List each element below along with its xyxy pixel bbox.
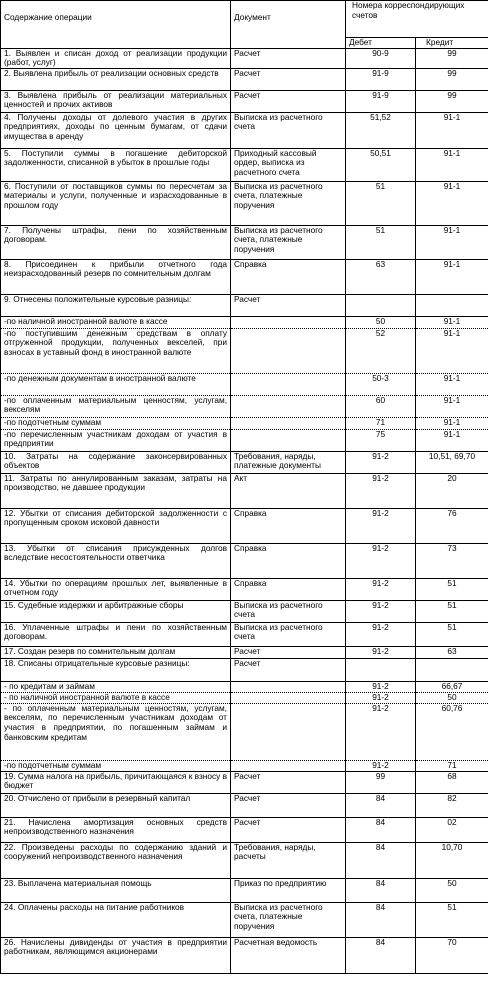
credit-cell: 20 [416, 473, 488, 508]
operation-cell: -по наличной иностранной валюте в кассе [1, 316, 231, 328]
credit-cell [416, 658, 488, 681]
debit-cell: 84 [346, 842, 416, 878]
operation-cell: 14. Убытки по операциям прошлых лет, выявленные в отчетном году [1, 578, 231, 600]
document-cell [231, 316, 346, 328]
debit-cell: 91-2 [346, 578, 416, 600]
header-operation: Содержание операции [1, 1, 231, 49]
document-cell [231, 681, 346, 692]
table-row [1, 878, 488, 902]
credit-cell: 51 [416, 622, 488, 646]
operation-cell: 4. Получены доходы от долевого участия в других предприятиях, доходы по ценным бумагам, от сдачи имущества в аренду [1, 112, 231, 148]
credit-cell: 91-1 [416, 181, 488, 225]
operation-cell: 23. Выплачена материальная помощь [1, 878, 231, 902]
document-cell: Расчет [231, 817, 346, 842]
operation-cell: 16. Уплаченные штрафы и пени по хозяйственным договорам. [1, 622, 231, 646]
document-cell [231, 395, 346, 417]
operation-cell: 19. Сумма налога на прибыль, причитающаяся к взносу в бюджет [1, 771, 231, 793]
debit-cell: 60 [346, 395, 416, 417]
debit-cell: 63 [346, 259, 416, 294]
document-cell: Расчет [231, 294, 346, 316]
operation-cell: 15. Судебные издержки и арбитражные сборы [1, 600, 231, 622]
debit-cell: 91-2 [346, 646, 416, 658]
operation-cell: 7. Получены штрафы, пени по хозяйственным договорам. [1, 225, 231, 259]
operation-cell: 20. Отчислено от прибыли в резервный капитал [1, 793, 231, 817]
credit-cell: 63 [416, 646, 488, 658]
operation-cell: -по перечисленным участникам доходам от участия в предприятии [1, 429, 231, 451]
document-cell: Расчет [231, 658, 346, 681]
operation-cell: 12. Убытки от списания дебиторской задолженности с пропущенным сроком исковой давности [1, 508, 231, 543]
credit-cell: 91-1 [416, 259, 488, 294]
table-row [1, 112, 488, 148]
operation-cell: -по поступившим денежным средствам в оплату отгруженной продукции, полученных векселей, при взносах в уставный фонд в иностранной валюте [1, 328, 231, 373]
credit-cell: 10,51, 69,70 [416, 451, 488, 473]
document-cell: Справка [231, 259, 346, 294]
debit-cell: 91-2 [346, 451, 416, 473]
operation-cell: 9. Отнесены положительные курсовые разницы: [1, 294, 231, 316]
debit-cell: 91-2 [346, 681, 416, 692]
credit-cell: 91-1 [416, 328, 488, 373]
operation-cell: 2. Выявлена прибыль от реализации основных средств [1, 68, 231, 90]
credit-cell: 60,76 [416, 703, 488, 760]
credit-cell: 50 [416, 878, 488, 902]
table-row [1, 646, 488, 658]
operation-cell: 22. Произведены расходы по содержанию зданий и сооружений непроизводственного назначения [1, 842, 231, 878]
debit-cell: 71 [346, 417, 416, 429]
debit-cell: 90-9 [346, 48, 416, 68]
credit-cell: 10,70 [416, 842, 488, 878]
document-cell [231, 429, 346, 451]
document-cell [231, 417, 346, 429]
debit-cell: 84 [346, 937, 416, 973]
credit-cell: 99 [416, 68, 488, 90]
table-row [1, 842, 488, 878]
debit-cell: 91-2 [346, 760, 416, 771]
credit-cell: 51 [416, 902, 488, 937]
document-cell: Расчет [231, 90, 346, 112]
table-row [1, 600, 488, 622]
table-row [1, 429, 488, 451]
debit-cell: 51 [346, 181, 416, 225]
document-cell: Справка [231, 543, 346, 578]
operation-cell: 24. Оплачены расходы на питание работников [1, 902, 231, 937]
credit-cell: 91-1 [416, 395, 488, 417]
debit-cell: 91-2 [346, 543, 416, 578]
document-cell: Выписка из расчетного счета, платежные поручения [231, 181, 346, 225]
document-cell: Справка [231, 578, 346, 600]
document-cell: Требования, наряды, платежные документы [231, 451, 346, 473]
document-cell [231, 760, 346, 771]
table-row [1, 316, 488, 328]
operation-cell: - по кредитам и займам [1, 681, 231, 692]
credit-cell: 66,67 [416, 681, 488, 692]
debit-cell: 91-2 [346, 473, 416, 508]
operation-cell: - по наличной иностранной валюте в кассе [1, 692, 231, 703]
debit-cell: 84 [346, 817, 416, 842]
document-cell: Расчет [231, 48, 346, 68]
table-row [1, 328, 488, 373]
table-header [1, 1, 488, 49]
table-row [1, 68, 488, 90]
table-row [1, 294, 488, 316]
operation-cell: 26. Начислены дивиденды от участия в предприятии работникам, являющимся акционерами [1, 937, 231, 973]
document-cell: Выписка из расчетного счета, платежные поручения [231, 902, 346, 937]
operation-cell: -по денежным документам в иностранной валюте [1, 373, 231, 395]
table-row [1, 793, 488, 817]
credit-cell: 91-1 [416, 148, 488, 181]
header-document: Документ [231, 1, 346, 49]
header-debit: Дебет [346, 38, 416, 49]
operation-cell: 10. Затраты на содержание законсервированных объектов [1, 451, 231, 473]
document-cell: Расчет [231, 68, 346, 90]
table-row [1, 578, 488, 600]
document-cell [231, 328, 346, 373]
operation-cell: -по подотчетным суммам [1, 760, 231, 771]
operation-cell: 5. Поступили суммы в погашение дебиторской задолженности, списанной в убыток в прошлые годы [1, 148, 231, 181]
debit-cell [346, 294, 416, 316]
table-row [1, 259, 488, 294]
debit-cell: 52 [346, 328, 416, 373]
table-row [1, 90, 488, 112]
debit-cell: 91-2 [346, 600, 416, 622]
credit-cell: 91-1 [416, 429, 488, 451]
credit-cell: 50 [416, 692, 488, 703]
table-row [1, 658, 488, 681]
operation-cell: 1. Выявлен и списан доход от реализации продукции (работ, услуг) [1, 48, 231, 68]
document-cell: Расчетная ведомость [231, 937, 346, 973]
table-row [1, 48, 488, 68]
operation-cell: 17. Создан резерв по сомнительным долгам [1, 646, 231, 658]
credit-cell [416, 294, 488, 316]
table-row [1, 543, 488, 578]
header-accounts: Номера корреспондирующих счетов [346, 1, 488, 38]
credit-cell: 51 [416, 578, 488, 600]
debit-cell: 91-2 [346, 703, 416, 760]
debit-cell: 51,52 [346, 112, 416, 148]
document-cell [231, 703, 346, 760]
header-credit: Кредит [416, 38, 488, 49]
table-row [1, 817, 488, 842]
operation-cell: 13. Убытки от списания присужденных долгов вследствие несостоятельности ответчика [1, 543, 231, 578]
debit-cell: 84 [346, 793, 416, 817]
table-row [1, 373, 488, 395]
credit-cell: 91-1 [416, 417, 488, 429]
table-row [1, 622, 488, 646]
operation-cell: 18. Списаны отрицательные курсовые разницы: [1, 658, 231, 681]
debit-cell [346, 658, 416, 681]
credit-cell: 82 [416, 793, 488, 817]
credit-cell: 91-1 [416, 316, 488, 328]
table-row [1, 771, 488, 793]
document-cell [231, 692, 346, 703]
debit-cell: 50 [346, 316, 416, 328]
debit-cell: 91-2 [346, 508, 416, 543]
table-row [1, 395, 488, 417]
credit-cell: 91-1 [416, 373, 488, 395]
credit-cell: 51 [416, 600, 488, 622]
table-row [1, 760, 488, 771]
table-row [1, 902, 488, 937]
document-cell: Выписка из расчетного счета [231, 600, 346, 622]
table-body [1, 48, 488, 973]
credit-cell: 70 [416, 937, 488, 973]
debit-cell: 84 [346, 878, 416, 902]
operation-cell: 11. Затраты по аннулированным заказам, затраты на производство, не давшее продукции [1, 473, 231, 508]
document-cell: Расчет [231, 793, 346, 817]
debit-cell: 91-2 [346, 622, 416, 646]
credit-cell: 99 [416, 48, 488, 68]
table-row [1, 508, 488, 543]
credit-cell: 68 [416, 771, 488, 793]
document-cell: Расчет [231, 771, 346, 793]
credit-cell: 71 [416, 760, 488, 771]
debit-cell: 51 [346, 225, 416, 259]
operation-cell: 6. Поступили от поставщиков суммы по пересчетам за материалы и услуги, полученные и израсходованные в прошлом году [1, 181, 231, 225]
table-row [1, 225, 488, 259]
table-row [1, 703, 488, 760]
table-row [1, 148, 488, 181]
operation-cell: 3. Выявлена прибыль от реализации материальных ценностей и прочих активов [1, 90, 231, 112]
table-row [1, 937, 488, 973]
operation-cell: - по оплаченным материальным ценностям, услугам, векселям, по перечисленным участникам доходам от участия в предприятии, по погашенным займам и банковским кредитам [1, 703, 231, 760]
debit-cell: 50,51 [346, 148, 416, 181]
table-row [1, 417, 488, 429]
document-cell: Приходный кассовый ордер, выписка из расчетного счета [231, 148, 346, 181]
debit-cell: 75 [346, 429, 416, 451]
table-row [1, 681, 488, 692]
debit-cell: 91-2 [346, 692, 416, 703]
operation-cell: 8. Присоединен к прибыли отчетного года неизрасходованный резерв по сомнительным долгам [1, 259, 231, 294]
table-row [1, 473, 488, 508]
document-cell: Выписка из расчетного счета [231, 622, 346, 646]
operation-cell: 21. Начислена амортизация основных средств непроизводственного назначения [1, 817, 231, 842]
operation-cell: -по подотчетным суммам [1, 417, 231, 429]
document-cell: Требования, наряды, расчеты [231, 842, 346, 878]
document-cell: Приказ по предприятию [231, 878, 346, 902]
document-cell [231, 373, 346, 395]
debit-cell: 50-3 [346, 373, 416, 395]
table-row [1, 181, 488, 225]
document-cell: Выписка из расчетного счета, платежные поручения [231, 225, 346, 259]
debit-cell: 91-9 [346, 90, 416, 112]
document-cell: Выписка из расчетного счета [231, 112, 346, 148]
debit-cell: 99 [346, 771, 416, 793]
credit-cell: 99 [416, 90, 488, 112]
credit-cell: 76 [416, 508, 488, 543]
credit-cell: 02 [416, 817, 488, 842]
document-cell: Расчет [231, 646, 346, 658]
document-cell: Акт [231, 473, 346, 508]
document-cell: Справка [231, 508, 346, 543]
operation-cell: -по оплаченным материальным ценностям, услугам, векселям [1, 395, 231, 417]
debit-cell: 91-9 [346, 68, 416, 90]
debit-cell: 84 [346, 902, 416, 937]
table-row [1, 451, 488, 473]
table-row [1, 692, 488, 703]
credit-cell: 91-1 [416, 112, 488, 148]
credit-cell: 73 [416, 543, 488, 578]
credit-cell: 91-1 [416, 225, 488, 259]
